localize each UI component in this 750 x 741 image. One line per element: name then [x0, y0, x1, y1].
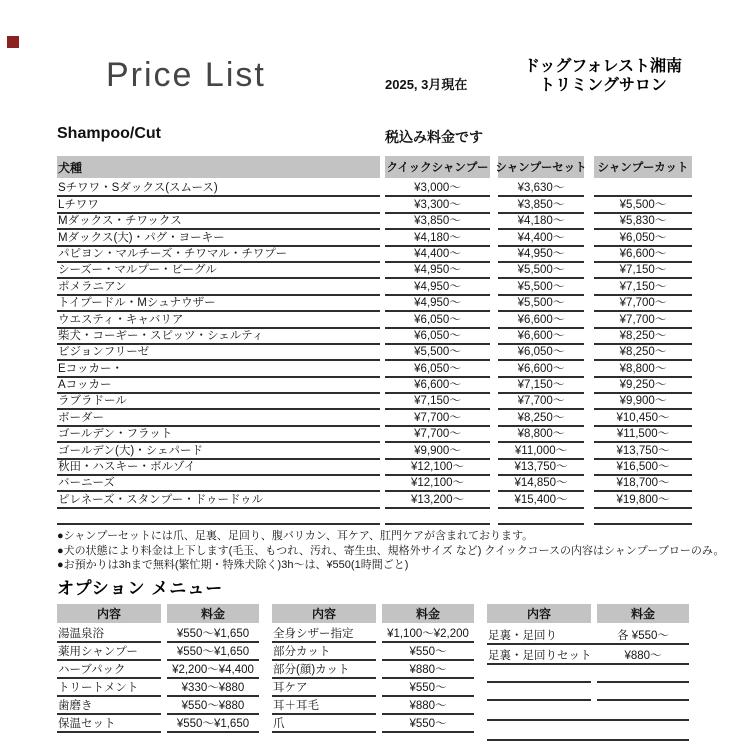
shampoo-cut-price-cell: ¥8,250～	[594, 345, 692, 361]
quick-shampoo-price-cell: ¥6,050～	[385, 361, 490, 377]
shampoo-cut-price-cell: ¥8,250～	[594, 329, 692, 345]
option-name-cell	[487, 721, 591, 739]
option-price-cell: ¥880～	[382, 661, 474, 679]
shampoo-cut-price-cell: ¥6,600～	[594, 247, 692, 263]
breed-cell: ピレネーズ・スタンプー・ドゥードゥル	[57, 492, 380, 508]
quick-shampoo-price-cell	[385, 509, 490, 525]
option-header-price: 料金	[597, 604, 689, 623]
note-line: ●犬の状態により料金は上下します(毛玉、もつれ、汚れ、寄生虫、規格外サイズ など) クイックコースの内容はシャンプーブローのみ。	[57, 544, 725, 557]
breed-cell: Aコッカー	[57, 378, 380, 394]
breed-cell: パピヨン・マルチーズ・チワマル・チワプー	[57, 247, 380, 263]
shampoo-cut-price-cell: ¥19,800～	[594, 492, 692, 508]
option-table-3-header	[487, 604, 689, 623]
quick-shampoo-price-cell: ¥12,100～	[385, 476, 490, 492]
option-row	[487, 645, 689, 665]
shampoo-cut-price-cell	[594, 181, 692, 197]
option-header-content: 内容	[57, 604, 161, 623]
quick-shampoo-price-cell: ¥13,200～	[385, 492, 490, 508]
quick-shampoo-price-cell: ¥4,400～	[385, 247, 490, 263]
quick-shampoo-price-cell: ¥3,000～	[385, 181, 490, 197]
shampoo-set-price-cell: ¥4,400～	[498, 230, 584, 246]
option-row	[272, 643, 474, 661]
shampoo-cut-price-cell: ¥7,700～	[594, 296, 692, 312]
option-name-cell: 歯磨き	[57, 697, 161, 715]
option-name-cell: 湯温泉浴	[57, 625, 161, 643]
option-table-3	[487, 604, 689, 741]
price-table-row	[57, 312, 692, 328]
breed-cell: ウエスティ・キャバリア	[57, 312, 380, 328]
price-table-row	[57, 214, 692, 230]
shampoo-set-price-cell: ¥6,600～	[498, 312, 584, 328]
option-price-cell	[597, 721, 689, 739]
option-price-cell: ¥550～	[382, 679, 474, 697]
options-menu-title: オプション メニュー	[57, 579, 224, 598]
price-table-row	[57, 361, 692, 377]
price-table-body	[57, 181, 692, 525]
price-table-row	[57, 443, 692, 459]
option-row	[487, 625, 689, 645]
shampoo-set-price-cell: ¥6,600～	[498, 361, 584, 377]
shampoo-set-price-cell: ¥7,700～	[498, 394, 584, 410]
header-cell-shampoo-cut: シャンプーカット	[594, 156, 692, 178]
option-name-cell: 足裏・足回り	[488, 630, 557, 642]
breed-cell: Lチワワ	[57, 197, 380, 213]
option-name-cell: 部分(顔)カット	[272, 661, 376, 679]
quick-shampoo-price-cell: ¥6,600～	[385, 378, 490, 394]
shampoo-cut-price-cell: ¥5,500～	[594, 197, 692, 213]
option-price-cell: ¥880～	[382, 697, 474, 715]
breed-cell: ポメラニアン	[57, 279, 380, 295]
salon-name	[498, 57, 708, 95]
shampoo-cut-price-cell: ¥7,150～	[594, 263, 692, 279]
price-table-row	[57, 394, 692, 410]
option-name-cell: 爪	[272, 715, 376, 733]
price-table-row	[57, 263, 692, 279]
breed-cell: ボーダー	[57, 410, 380, 426]
option-name-cell: ハーブパック	[57, 661, 161, 679]
quick-shampoo-price-cell: ¥5,500～	[385, 345, 490, 361]
quick-shampoo-price-cell: ¥3,300～	[385, 197, 490, 213]
price-table-header	[57, 156, 692, 178]
breed-cell: Sチワワ・Sダックス(スムース)	[57, 181, 380, 197]
price-table-row	[57, 329, 692, 345]
price-table-row	[57, 197, 692, 213]
shampoo-set-price-cell: ¥5,500～	[498, 279, 584, 295]
price-table-row	[57, 509, 692, 525]
quick-shampoo-price-cell: ¥4,950～	[385, 279, 490, 295]
shampoo-set-price-cell: ¥5,500～	[498, 296, 584, 312]
option-name-cell: 薬用シャンプー	[57, 643, 161, 661]
shampoo-set-price-cell: ¥6,600～	[498, 329, 584, 345]
option-price-cell: 各 ¥550～	[617, 630, 669, 642]
shampoo-cut-price-cell: ¥7,150～	[594, 279, 692, 295]
option-row	[487, 683, 689, 701]
price-table-row	[57, 427, 692, 443]
breed-cell: 秋田・ハスキー・ボルゾイ	[57, 460, 380, 476]
shampoo-cut-price-cell: ¥9,900～	[594, 394, 692, 410]
option-price-cell: ¥550～	[382, 643, 474, 661]
option-header-price: 料金	[382, 604, 474, 623]
price-table-row	[57, 410, 692, 426]
option-table-3-body	[487, 625, 689, 741]
option-row	[57, 679, 259, 697]
option-name-cell	[487, 683, 591, 701]
option-price-cell: ¥550～¥1,650	[167, 643, 259, 661]
breed-cell: Eコッカー・	[57, 361, 380, 377]
breed-cell: トイプードル・Mシュナウザー	[57, 296, 380, 312]
option-price-cell: ¥550～¥1,650	[167, 715, 259, 733]
option-header-content: 内容	[272, 604, 376, 623]
header-cell-shampoo-set: シャンプーセット	[498, 156, 584, 178]
breed-cell: Mダックス・チワックス	[57, 214, 380, 230]
shampoo-cut-price-cell: ¥5,830～	[594, 214, 692, 230]
quick-shampoo-price-cell: ¥6,050～	[385, 312, 490, 328]
header-cell-breed: 犬種	[57, 156, 380, 178]
option-name-cell: 保温セット	[57, 715, 161, 733]
shampoo-set-price-cell: ¥3,630～	[498, 181, 584, 197]
option-name-cell	[487, 665, 591, 683]
shampoo-cut-price-cell: ¥13,750～	[594, 443, 692, 459]
page-title: Price List	[106, 56, 266, 94]
shampoo-set-price-cell: ¥4,180～	[498, 214, 584, 230]
shampoo-set-price-cell: ¥3,850～	[498, 197, 584, 213]
option-row	[272, 715, 474, 733]
breed-cell: ゴールデン(大)・シェパード	[57, 443, 380, 459]
shampoo-cut-price-cell: ¥10,450～	[594, 410, 692, 426]
option-price-cell: ¥550～¥880	[167, 697, 259, 715]
shampoo-set-price-cell	[498, 509, 584, 525]
quick-shampoo-price-cell: ¥7,150～	[385, 394, 490, 410]
quick-shampoo-price-cell: ¥9,900～	[385, 443, 490, 459]
shampoo-set-price-cell: ¥8,250～	[498, 410, 584, 426]
price-table-row	[57, 345, 692, 361]
quick-shampoo-price-cell: ¥4,950～	[385, 263, 490, 279]
breed-cell: ラブラドール	[57, 394, 380, 410]
shampoo-set-price-cell: ¥4,950～	[498, 247, 584, 263]
breed-cell: シーズー・マルプー・ビーグル	[57, 263, 380, 279]
shampoo-cut-price-cell: ¥6,050～	[594, 230, 692, 246]
quick-shampoo-price-cell: ¥6,050～	[385, 329, 490, 345]
notes	[57, 529, 747, 573]
price-table-row	[57, 230, 692, 246]
option-table-2	[272, 604, 474, 733]
price-table-row	[57, 476, 692, 492]
option-name-cell: 足裏・足回りセット	[488, 650, 592, 662]
option-price-cell	[597, 665, 689, 683]
option-price-cell: ¥550～	[382, 715, 474, 733]
option-name-cell: トリートメント	[57, 679, 161, 697]
shampoo-cut-price-cell: ¥8,800～	[594, 361, 692, 377]
shampoo-set-price-cell: ¥5,500～	[498, 263, 584, 279]
shampoo-cut-price-cell: ¥9,250～	[594, 378, 692, 394]
option-row	[57, 661, 259, 679]
note-line: ●お預かりは3hまで無料(繁忙期・特殊犬除く)3h～は、¥550(1時間ごと)	[57, 559, 409, 571]
breed-cell: ゴールデン・フラット	[57, 427, 380, 443]
shampoo-set-price-cell: ¥6,050～	[498, 345, 584, 361]
option-table-2-body	[272, 625, 474, 733]
option-price-cell: ¥550～¥1,650	[167, 625, 259, 643]
salon-name-line1: ドッグフォレスト湘南	[523, 58, 683, 75]
note-line: ●シャンプーセットには爪、足裏、足回り、腹バリカン、耳ケア、肛門ケアが含まれております。	[57, 530, 534, 542]
quick-shampoo-price-cell: ¥4,180～	[385, 230, 490, 246]
option-row	[57, 643, 259, 661]
shampoo-set-price-cell: ¥11,000～	[498, 443, 584, 459]
option-row	[487, 665, 689, 683]
price-table-row	[57, 492, 692, 508]
shampoo-set-price-cell: ¥13,750～	[498, 460, 584, 476]
shampoo-cut-price-cell: ¥18,700～	[594, 476, 692, 492]
quick-shampoo-price-cell: ¥7,700～	[385, 410, 490, 426]
option-table-1-header	[57, 604, 259, 623]
salon-name-line2: トリミングサロン	[539, 77, 667, 94]
option-price-cell	[597, 701, 689, 719]
option-header-price: 料金	[167, 604, 259, 623]
price-table	[57, 156, 692, 525]
option-price-cell	[597, 683, 689, 701]
tax-included-note: 税込み料金です	[385, 129, 483, 145]
option-price-cell: ¥2,200～¥4,400	[167, 661, 259, 679]
price-table-row	[57, 279, 692, 295]
price-table-row	[57, 378, 692, 394]
breed-cell: バーニーズ	[57, 476, 380, 492]
quick-shampoo-price-cell: ¥12,100～	[385, 460, 490, 476]
shampoo-cut-price-cell	[594, 509, 692, 525]
breed-cell: Mダックス(大)・パグ・ヨーキー	[57, 230, 380, 246]
option-row	[272, 625, 474, 643]
option-table-1	[57, 604, 259, 733]
breed-cell: ビジョンフリーゼ	[57, 345, 380, 361]
corner-marker	[7, 36, 19, 48]
shampoo-set-price-cell: ¥14,850～	[498, 476, 584, 492]
option-table-2-header	[272, 604, 474, 623]
option-name-cell: 全身シザー指定	[272, 625, 376, 643]
breed-cell	[57, 509, 380, 525]
option-name-cell: 部分カット	[272, 643, 376, 661]
option-row	[272, 661, 474, 679]
price-table-row	[57, 296, 692, 312]
shampoo-set-price-cell: ¥7,150～	[498, 378, 584, 394]
option-header-content: 内容	[487, 604, 591, 623]
option-name-cell: 耳ケア	[272, 679, 376, 697]
option-row	[57, 697, 259, 715]
quick-shampoo-price-cell: ¥4,950～	[385, 296, 490, 312]
price-table-row	[57, 247, 692, 263]
quick-shampoo-price-cell: ¥7,700～	[385, 427, 490, 443]
header-cell-quick-shampoo: クイックシャンプー	[385, 156, 490, 178]
option-price-cell: ¥880～	[624, 650, 662, 662]
option-table-1-body	[57, 625, 259, 733]
option-name-cell	[487, 701, 591, 719]
shampoo-cut-price-cell: ¥7,700～	[594, 312, 692, 328]
breed-cell: 柴犬・コーギー・スピッツ・シェルティ	[57, 329, 380, 345]
price-table-row	[57, 181, 692, 197]
option-price-cell: ¥1,100～¥2,200	[382, 625, 474, 643]
option-row	[272, 697, 474, 715]
date-note: 2025, 3月現在	[385, 77, 468, 92]
option-row	[57, 715, 259, 733]
option-row	[272, 679, 474, 697]
option-price-cell: ¥330～¥880	[167, 679, 259, 697]
option-row	[57, 625, 259, 643]
quick-shampoo-price-cell: ¥3,850～	[385, 214, 490, 230]
price-table-row	[57, 460, 692, 476]
shampoo-cut-price-cell: ¥11,500～	[594, 427, 692, 443]
option-row	[487, 721, 689, 741]
shampoo-set-price-cell: ¥15,400～	[498, 492, 584, 508]
option-name-cell: 耳＋耳毛	[272, 697, 376, 715]
section-title-shampoo-cut: Shampoo/Cut	[57, 125, 161, 142]
option-row	[487, 701, 689, 721]
shampoo-set-price-cell: ¥8,800～	[498, 427, 584, 443]
shampoo-cut-price-cell: ¥16,500～	[594, 460, 692, 476]
